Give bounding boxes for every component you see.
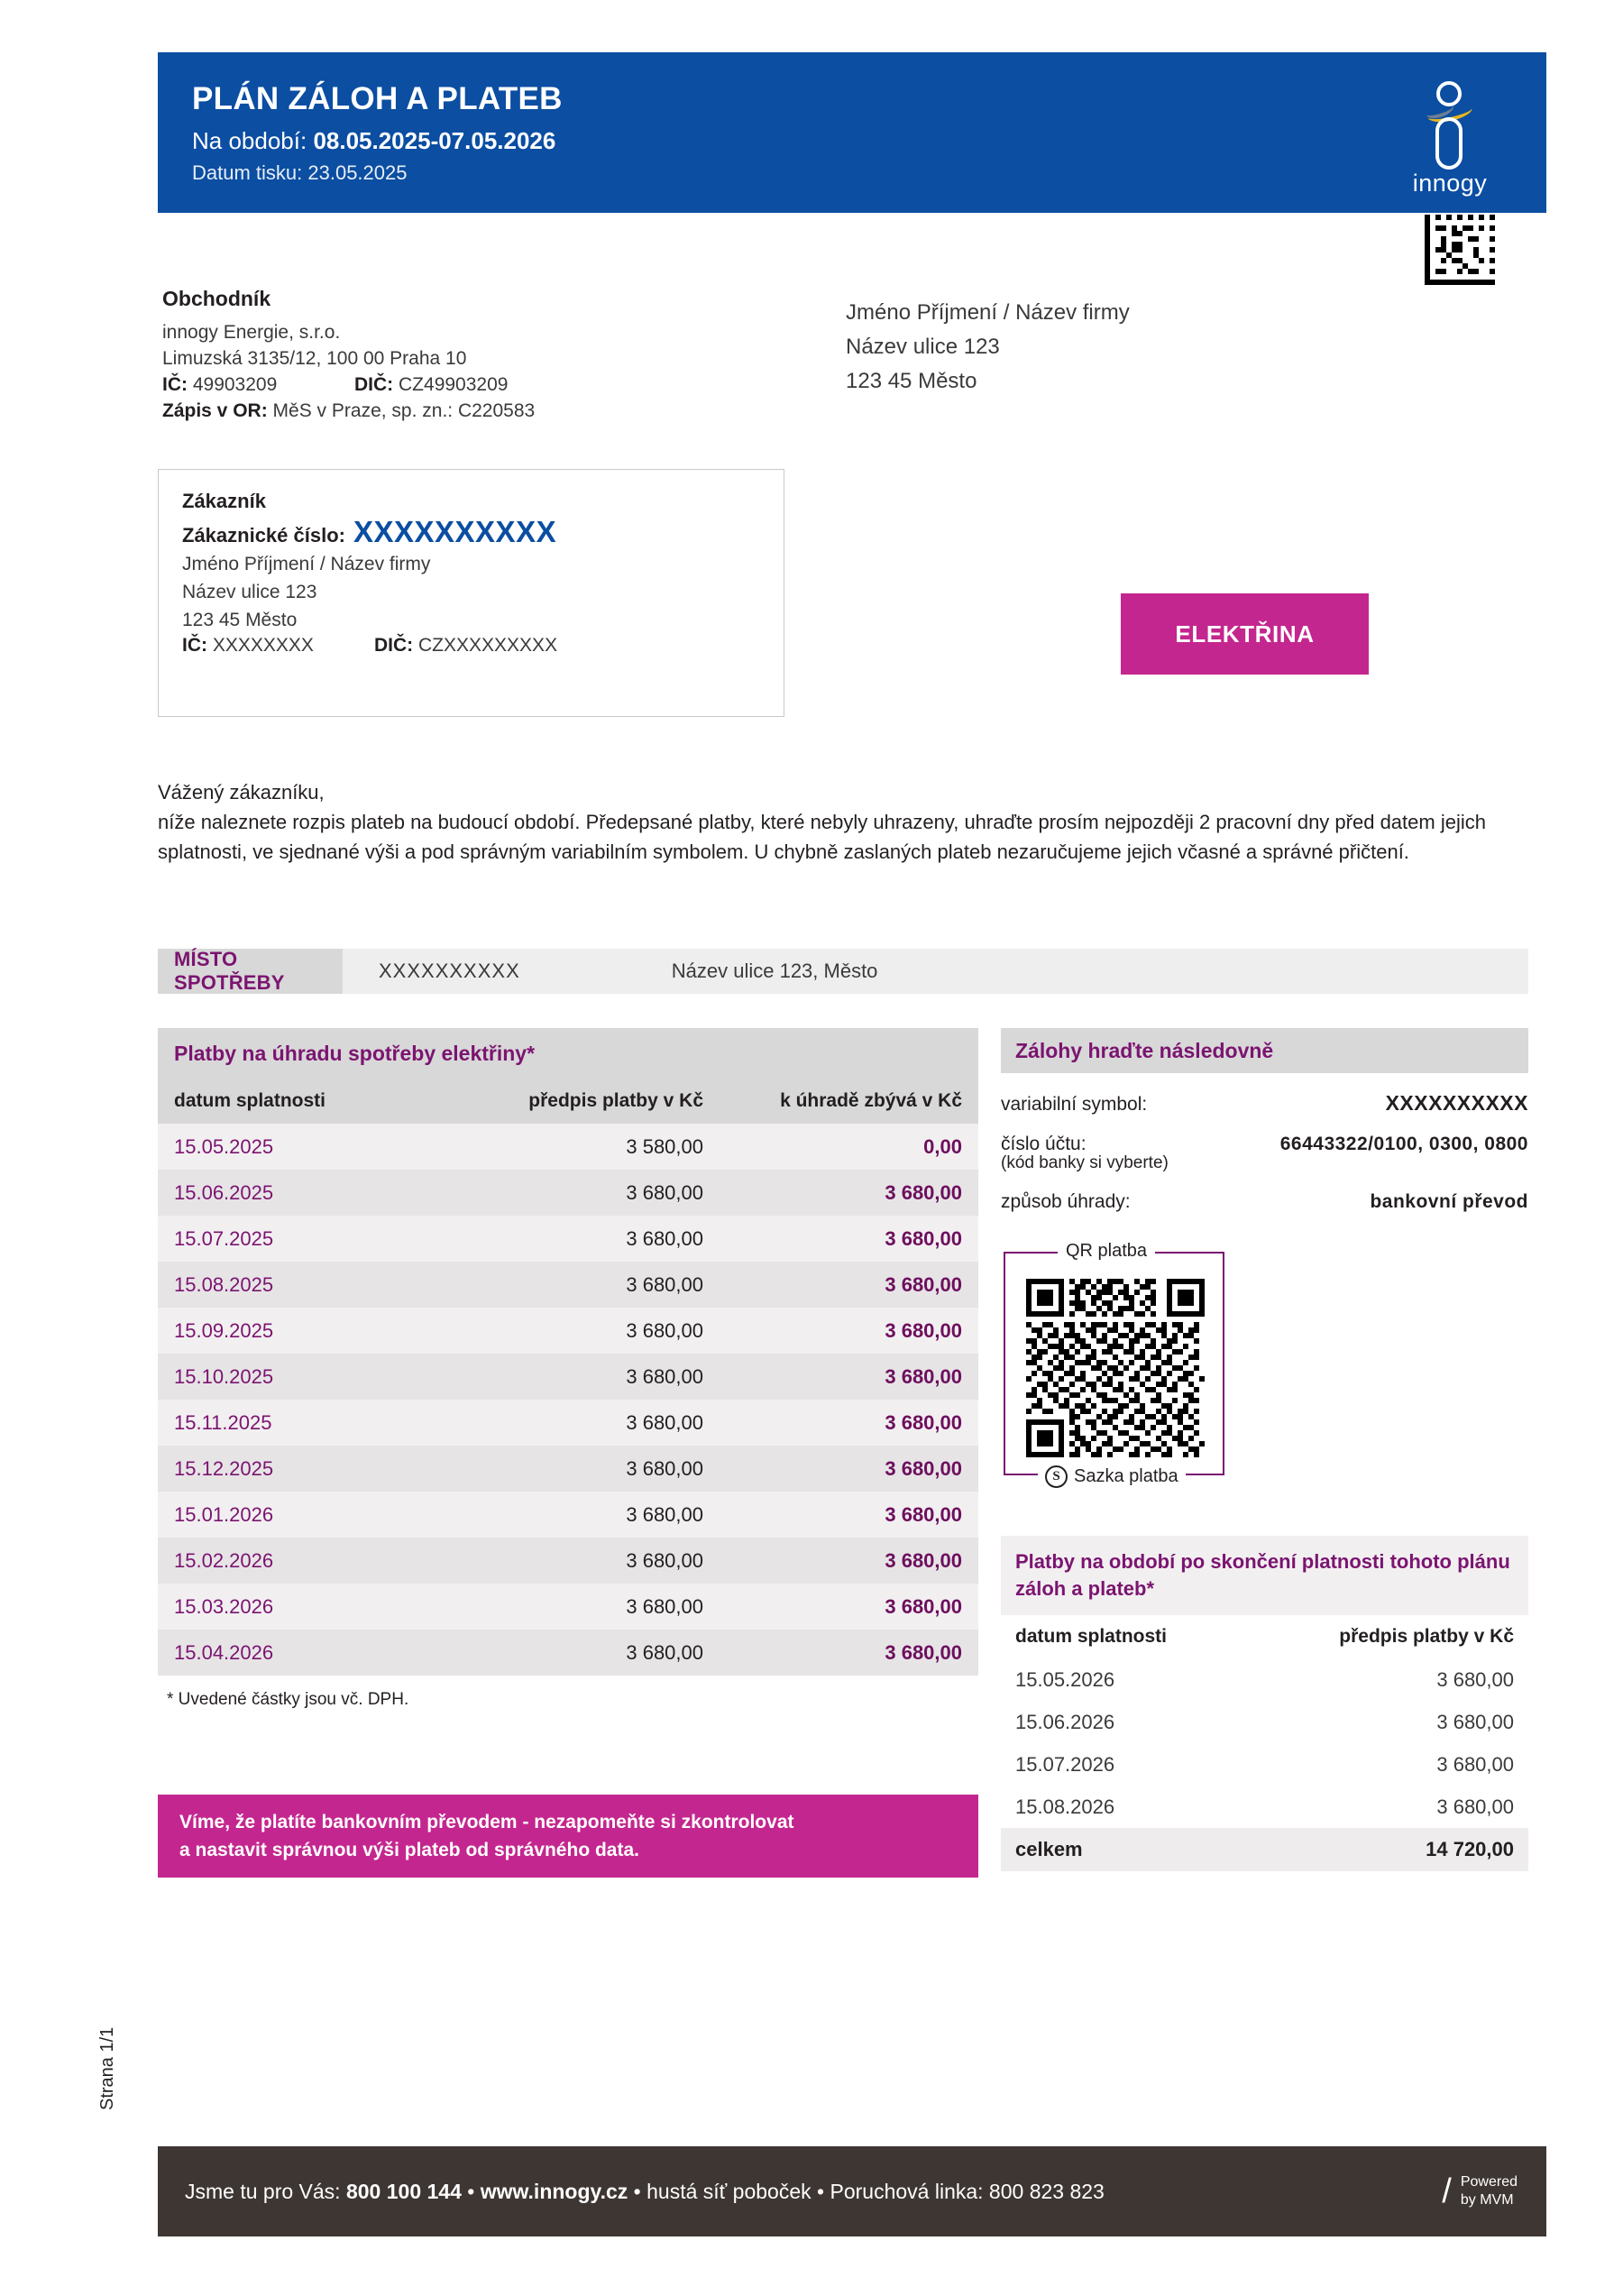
cell-prescribed-amount: 3 680,00 (626, 1640, 703, 1664)
cell-prescribed-amount: 3 680,00 (626, 1272, 703, 1296)
cell-prescribed-amount: 3 680,00 (626, 1502, 703, 1526)
cell-due-date: 15.03.2026 (174, 1594, 274, 1618)
cell-remaining-amount: 3 680,00 (885, 1226, 962, 1250)
variable-symbol-label: variabilní symbol: (1001, 1094, 1148, 1115)
merchant-name: innogy Energie, s.r.o. (162, 322, 341, 343)
main-payments-table (158, 1028, 978, 1710)
table-row (158, 1216, 978, 1262)
cell-due-date: 15.05.2026 (1015, 1667, 1115, 1691)
cell-prescribed-amount: 3 680,00 (626, 1410, 703, 1434)
qr-footer-label: Sazka platba (1074, 1466, 1178, 1486)
main-col-prescribed: předpis platby v Kč (528, 1090, 703, 1111)
cell-prescribed-amount: 3 680,00 (1436, 1795, 1514, 1818)
cell-due-date: 15.09.2025 (174, 1318, 274, 1342)
intro-text-block (158, 777, 1528, 867)
merchant-or-label: Zápis v OR: (162, 400, 268, 421)
merchant-or (162, 398, 812, 424)
table-row (158, 1538, 978, 1584)
cell-due-date: 15.08.2026 (1015, 1795, 1115, 1818)
footer-fault-line: Poruchová linka: 800 823 823 (830, 2179, 1105, 2203)
customer-ic-label: IČ: (182, 635, 207, 656)
main-table-header (158, 1079, 978, 1124)
consumption-place-code: XXXXXXXXXX (379, 960, 520, 982)
qr-box-title: QR platba (1058, 1241, 1155, 1262)
main-col-date: datum splatnosti (174, 1090, 326, 1111)
cell-due-date: 15.04.2026 (174, 1640, 274, 1664)
main-table-caption: Platby na úhradu spotřeby elektřiny* (158, 1028, 978, 1079)
cell-remaining-amount: 3 680,00 (885, 1456, 962, 1480)
cell-remaining-amount: 3 680,00 (885, 1594, 962, 1618)
cell-prescribed-amount: 3 680,00 (626, 1548, 703, 1572)
future-table-header (1001, 1615, 1528, 1658)
cell-due-date: 15.07.2026 (1015, 1752, 1115, 1776)
datamatrix-code-icon (1425, 215, 1495, 285)
cell-due-date: 15.08.2025 (174, 1272, 274, 1296)
future-payments-table (1001, 1536, 1528, 1871)
consumption-place-values (343, 949, 1528, 994)
cell-prescribed-amount: 3 680,00 (626, 1318, 703, 1342)
future-table-total-row (1001, 1828, 1528, 1871)
cell-remaining-amount: 3 680,00 (885, 1548, 962, 1572)
cell-due-date: 15.01.2026 (174, 1502, 274, 1526)
recipient-line-3: 123 45 Město (846, 369, 977, 393)
footer-sep-1: • (461, 2179, 481, 2203)
recipient-line-2: Název ulice 123 (846, 335, 1000, 359)
document-footer (158, 2146, 1546, 2236)
intro-paragraph: níže naleznete rozpis plateb na budoucí období. Předepsané platby, které nebyly uhrazeny, uhraďte prosím nejpozději 2 pracovní dny před datem jejich splatnosti, ve sjednané výši a pod správným variabilním symbolem. U chybně zaslaných plateb nezaručujeme jejich včasné a správné přičtení. (158, 811, 1486, 863)
table-row (158, 1308, 978, 1354)
variable-symbol-value: XXXXXXXXXX (1385, 1091, 1528, 1115)
logo-wordmark: innogy (1412, 170, 1488, 197)
future-col-date: datum splatnosti (1015, 1626, 1168, 1647)
cell-remaining-amount: 0,00 (923, 1134, 962, 1158)
future-table-body (1001, 1658, 1528, 1828)
notice-line-1: Víme, že platíte bankovním převodem - nezapomeňte si zkontrolovat (179, 1812, 794, 1832)
footer-sep-2: • (628, 2179, 647, 2203)
cell-due-date: 15.05.2025 (174, 1134, 274, 1158)
merchant-ids (162, 372, 812, 398)
datamatrix-svg (1425, 215, 1495, 285)
table-row (1001, 1743, 1528, 1786)
cell-remaining-amount: 3 680,00 (885, 1410, 962, 1434)
logo-body-shape (1435, 117, 1463, 170)
table-row (158, 1400, 978, 1446)
document-header (158, 52, 1546, 213)
footer-website[interactable]: www.innogy.cz (480, 2179, 628, 2203)
account-number-label: číslo účtu: (1001, 1134, 1087, 1154)
cell-prescribed-amount: 3 680,00 (626, 1594, 703, 1618)
payment-method-row (1001, 1191, 1528, 1213)
cell-due-date: 15.10.2025 (174, 1364, 274, 1388)
cell-prescribed-amount: 3 680,00 (1436, 1752, 1514, 1776)
period-line (192, 127, 555, 155)
cell-due-date: 15.11.2025 (174, 1410, 272, 1434)
merchant-ic-label: IČ: (162, 374, 188, 395)
intro-greeting: Vážený zákazníku, (158, 781, 325, 804)
table-row (158, 1354, 978, 1400)
footer-sep-3: • (811, 2179, 830, 2203)
footer-network: hustá síť poboček (646, 2179, 812, 2203)
mvm-line-1: Powered (1460, 2174, 1518, 2190)
customer-ic-value: XXXXXXXX (212, 635, 314, 656)
cell-due-date: 15.12.2025 (174, 1456, 274, 1480)
table-row (158, 1262, 978, 1308)
customer-dic-label: DIČ: (374, 635, 414, 656)
table-row (1001, 1786, 1528, 1828)
footer-prefix: Jsme tu pro Vás: (185, 2179, 346, 2203)
main-col-remaining: k úhradě zbývá v Kč (780, 1090, 962, 1111)
cell-prescribed-amount: 3 680,00 (626, 1456, 703, 1480)
consumption-place-address: Název ulice 123, Město (671, 960, 878, 982)
footer-contact-line (158, 2180, 1105, 2204)
table-row (1001, 1658, 1528, 1701)
merchant-title: Obchodník (162, 287, 271, 310)
account-number-value: 66443322/0100, 0300, 0800 (1279, 1134, 1528, 1154)
payment-method-label: způsob úhrady: (1001, 1191, 1131, 1212)
future-total-label: celkem (1015, 1838, 1083, 1860)
cell-prescribed-amount: 3 680,00 (626, 1364, 703, 1388)
future-total-value: 14 720,00 (1426, 1838, 1514, 1860)
cell-prescribed-amount: 3 580,00 (626, 1134, 703, 1158)
qr-code-svg (1026, 1279, 1205, 1457)
table-row (1001, 1701, 1528, 1743)
page-marker: Strana 1/1 (97, 2026, 117, 2110)
payment-method-value: bankovní převod (1370, 1191, 1528, 1212)
recipient-address-block (846, 296, 1405, 399)
customer-number-value: XXXXXXXXXX (353, 515, 557, 548)
account-number-row (1001, 1134, 1528, 1155)
payment-instructions-panel (1001, 1028, 1528, 1213)
cell-remaining-amount: 3 680,00 (885, 1272, 962, 1296)
cell-remaining-amount: 3 680,00 (885, 1502, 962, 1526)
cell-remaining-amount: 3 680,00 (885, 1640, 962, 1664)
customer-line-3: 123 45 Město (182, 610, 298, 630)
cell-remaining-amount: 3 680,00 (885, 1180, 962, 1204)
cell-prescribed-amount: 3 680,00 (1436, 1667, 1514, 1691)
commodity-badge-label: ELEKTŘINA (1175, 620, 1315, 647)
merchant-or-value: MěS v Praze, sp. zn.: C220583 (272, 400, 536, 421)
sazka-s-icon: S (1045, 1465, 1068, 1488)
customer-box-title: Zákazník (182, 490, 266, 512)
future-table-caption: Platby na období po skončení platnosti tohoto plánu záloh a plateb* (1001, 1536, 1528, 1615)
merchant-dic-label: DIČ: (354, 374, 394, 395)
customer-line-1: Jméno Příjmení / Název firmy (182, 554, 431, 574)
table-row (158, 1124, 978, 1170)
merchant-ic-value: 49903209 (192, 374, 278, 395)
page-title: PLÁN ZÁLOH A PLATEB (192, 81, 563, 116)
recipient-line-1: Jméno Příjmení / Název firmy (846, 300, 1130, 325)
table-row (158, 1584, 978, 1630)
table-row (158, 1492, 978, 1538)
customer-number-row (182, 515, 760, 549)
account-number-note: (kód banky si vyberte) (1001, 1153, 1169, 1172)
consumption-place-label: MÍSTO SPOTŘEBY (158, 949, 343, 994)
cell-remaining-amount: 3 680,00 (885, 1364, 962, 1388)
merchant-dic-value: CZ49903209 (399, 374, 509, 395)
main-table-body (158, 1124, 978, 1676)
variable-symbol-row (1001, 1091, 1528, 1116)
bank-transfer-notice (158, 1795, 978, 1878)
innogy-logo-icon (1391, 76, 1508, 197)
customer-dic-value: CZXXXXXXXXX (418, 635, 558, 656)
table-row (158, 1446, 978, 1492)
cell-remaining-amount: 3 680,00 (885, 1318, 962, 1342)
print-date: Datum tisku: 23.05.2025 (192, 161, 408, 184)
qr-payment-box (1004, 1241, 1224, 1486)
cell-prescribed-amount: 3 680,00 (626, 1180, 703, 1204)
table-row (158, 1630, 978, 1676)
payment-info-caption: Zálohy hraďte následovně (1001, 1028, 1528, 1073)
mvm-text (1461, 2173, 1518, 2209)
cell-due-date: 15.06.2025 (174, 1180, 274, 1204)
cell-due-date: 15.07.2025 (174, 1226, 274, 1250)
merchant-block (162, 287, 812, 424)
main-table-footnote: * Uvedené částky jsou vč. DPH. (167, 1690, 409, 1709)
cell-due-date: 15.02.2026 (174, 1548, 274, 1572)
customer-ids (182, 635, 760, 657)
cell-prescribed-amount: 3 680,00 (626, 1226, 703, 1250)
mvm-line-2: by MVM (1460, 2192, 1514, 2208)
consumption-place-bar (158, 949, 1528, 994)
table-row (158, 1170, 978, 1216)
commodity-badge-electricity (1121, 593, 1369, 675)
footer-phone: 800 100 144 (345, 2179, 462, 2203)
qr-code-image[interactable] (1026, 1279, 1205, 1457)
cell-prescribed-amount: 3 680,00 (1436, 1710, 1514, 1733)
merchant-address: Limuzská 3135/12, 100 00 Praha 10 (162, 348, 467, 369)
powered-by-mvm-logo (1442, 2172, 1518, 2211)
period-label: Na období: (192, 127, 314, 154)
notice-line-2: a nastavit správnou výši plateb od správného data. (179, 1840, 639, 1860)
future-col-prescribed: předpis platby v Kč (1339, 1626, 1514, 1647)
customer-line-2: Název ulice 123 (182, 582, 317, 602)
mvm-slash-icon: / (1442, 2172, 1452, 2210)
qr-box-footer (1038, 1465, 1186, 1488)
cell-due-date: 15.06.2026 (1015, 1710, 1115, 1733)
period-value: 08.05.2025-07.05.2026 (313, 127, 556, 154)
customer-number-label: Zákaznické číslo: (182, 524, 345, 546)
customer-box (158, 469, 784, 717)
